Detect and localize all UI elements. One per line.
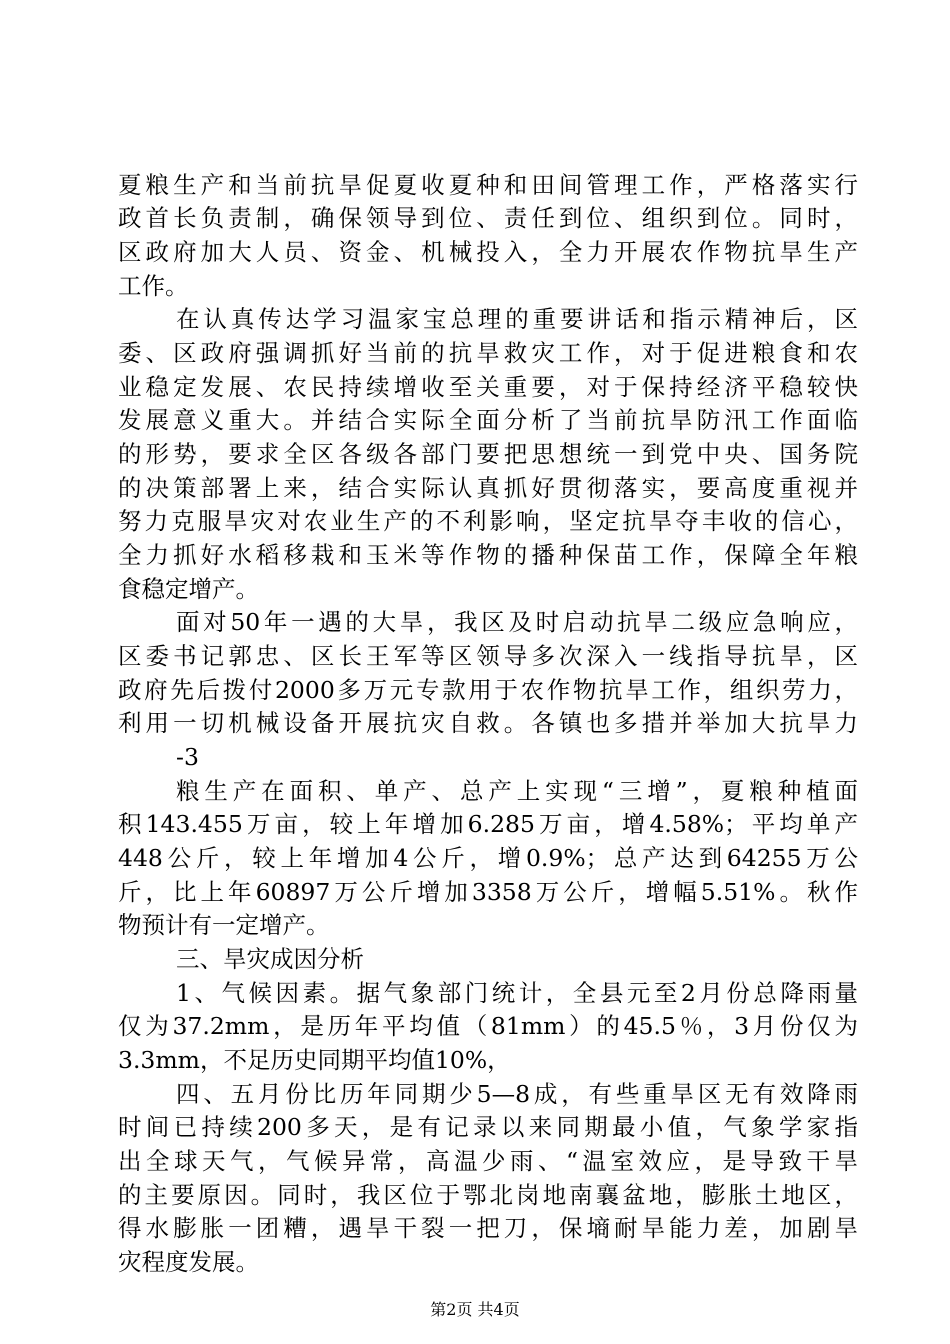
page-footer: 第2页 共4页	[430, 1300, 520, 1319]
text-line: 业稳定发展、农民持续增收至关重要，对于保持经济平稳较快	[118, 373, 858, 401]
text-line: 仅为37.2mm，是历年平均值（81mm）的45.5％，3月份仅为	[118, 1012, 858, 1040]
text-line: 斤，比上年60897万公斤增加3358万公斤，增幅5.51%。秋作	[118, 878, 858, 906]
text-line: 灾程度发展。	[118, 1248, 259, 1276]
text-line: 得水膨胀一团糟，遇旱干裂一把刀，保墒耐旱能力差，加剧旱	[118, 1214, 858, 1242]
text-line: 政府先后拨付2000多万元专款用于农作物抗旱工作，组织劳力，	[118, 676, 858, 704]
text-line: 努力克服旱灾对农业生产的不利影响，坚定抗旱夺丰收的信心，	[118, 507, 858, 535]
text-line: 委、区政府强调抓好当前的抗旱救灾工作，对于促进粮食和农	[118, 339, 858, 367]
text-line: 出全球天气，气候异常，高温少雨、“温室效应，是导致干旱	[118, 1147, 858, 1175]
text-line: 发展意义重大。并结合实际全面分析了当前抗旱防汛工作面临	[118, 406, 858, 434]
text-line: 3.3mm，不足历史同期平均值10%，	[118, 1046, 511, 1074]
text-line: 区委书记郭忠、区长王军等区领导多次深入一线指导抗旱，区	[118, 642, 858, 670]
text-line: 物预计有一定增产。	[118, 911, 330, 939]
text-line: 在认真传达学习温家宝总理的重要讲话和指示精神后，区	[176, 305, 858, 333]
text-line: 时间已持续200多天，是有记录以来同期最小值，气象学家指	[118, 1113, 858, 1141]
text-line: 四、五月份比历年同期少5—8成，有些重旱区无有效降雨	[176, 1080, 858, 1108]
section-heading: 三、旱灾成因分析	[176, 945, 364, 973]
text-line: 的决策部署上来，结合实际认真抓好贯彻落实，要高度重视并	[118, 474, 858, 502]
text-line: 粮生产在面积、单产、总产上实现“三增”，夏粮种植面	[176, 777, 858, 805]
text-line: 全力抓好水稻移栽和玉米等作物的播种保苗工作，保障全年粮	[118, 541, 858, 569]
text-line: 利用一切机械设备开展抗灾自救。各镇也多措并举加大抗旱力	[118, 709, 858, 737]
page-number-marker: -3	[176, 743, 199, 771]
text-line: 的主要原因。同时，我区位于鄂北岗地南襄盆地，膨胀土地区，	[118, 1181, 858, 1209]
text-line: 1、气候因素。据气象部门统计，全县元至2月份总降雨量	[176, 979, 858, 1007]
text-line: 政首长负责制，确保领导到位、责任到位、组织到位。同时，	[118, 204, 858, 232]
text-line: 448公斤，较上年增加4公斤，增0.9%；总产达到64255万公	[118, 844, 858, 872]
text-line: 区政府加大人员、资金、机械投入，全力开展农作物抗旱生产	[118, 238, 858, 266]
text-line: 的形势，要求全区各级各部门要把思想统一到党中央、国务院	[118, 440, 858, 468]
text-line: 食稳定增产。	[118, 575, 259, 603]
text-line: 夏粮生产和当前抗旱促夏收夏种和田间管理工作，严格落实行	[118, 171, 858, 199]
text-line: 面对50年一遇的大旱，我区及时启动抗旱二级应急响应，	[176, 608, 858, 636]
text-line: 积143.455万亩，较上年增加6.285万亩，增4.58%；平均单产	[118, 810, 858, 838]
text-line: 工作。	[118, 272, 189, 300]
